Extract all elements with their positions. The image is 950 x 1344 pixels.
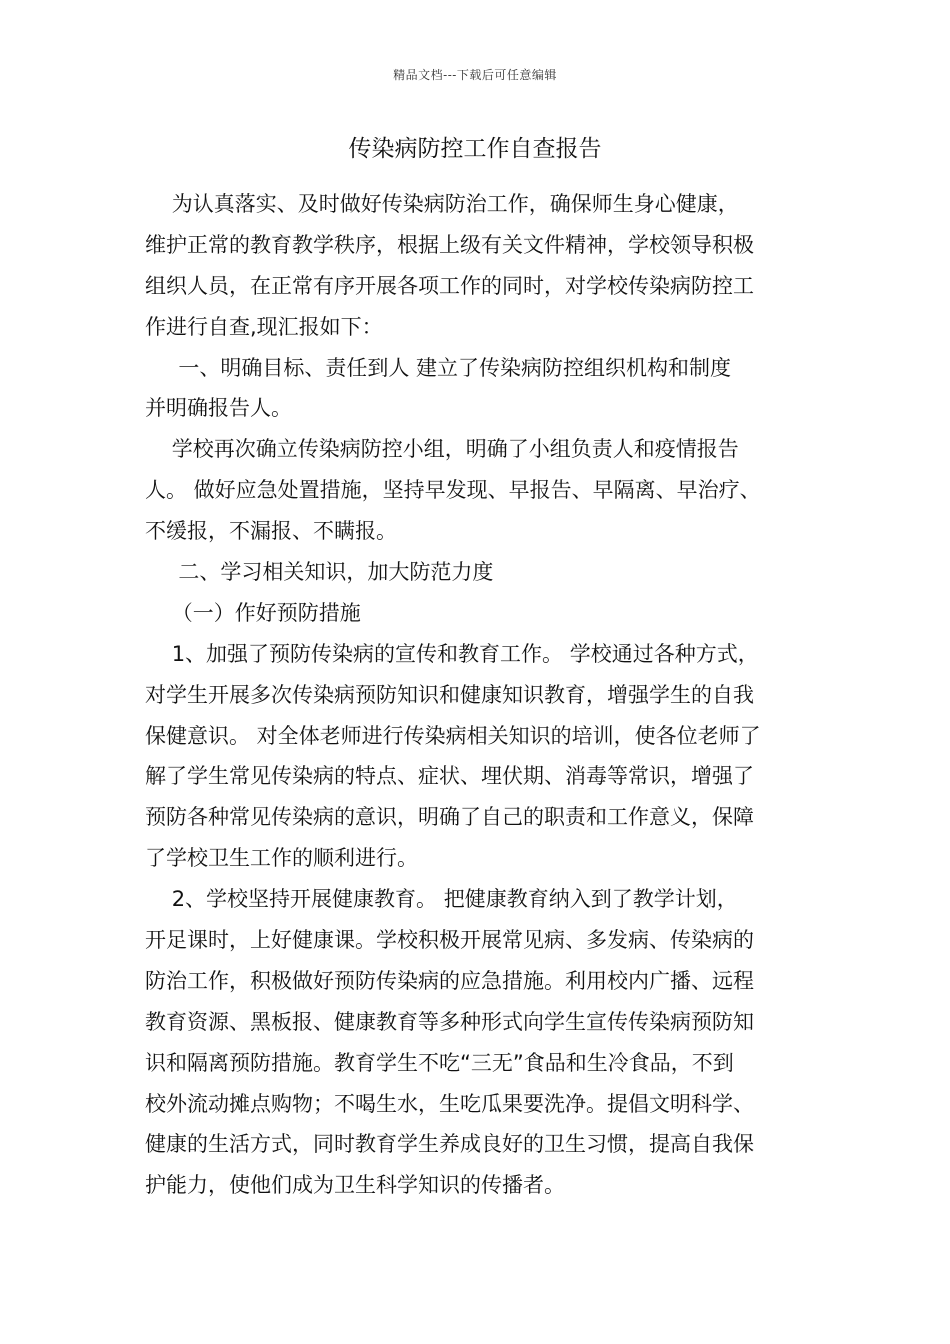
- body-line: 一、明确目标、责任到人 建立了传染病防控组织机构和制度: [145, 355, 732, 380]
- body-line: 学校再次确立传染病防控小组，明确了小组负责人和疫情报告: [145, 437, 739, 462]
- body-line: 并明确报告人。: [145, 396, 292, 421]
- body-line: 教育资源、黑板报、健康教育等多种形式向学生宣传传染病预防知: [145, 1009, 754, 1034]
- body-line: 维护正常的教育教学秩序，根据上级有关文件精神，学校领导积极: [145, 232, 754, 257]
- body-line: 预防各种常见传染病的意识，明确了自己的职责和工作意义，保障: [145, 805, 754, 830]
- body-line: 不缓报，不漏报、不瞒报。: [145, 519, 397, 544]
- body-line: 防治工作，积极做好预防传染病的应急措施。利用校内广播、远程: [145, 968, 754, 993]
- body-line: 2、学校坚持开展健康教育。 把健康教育纳入到了教学计划，: [145, 887, 738, 912]
- body-line: 组织人员，在正常有序开展各项工作的同时，对学校传染病防控工: [145, 273, 754, 298]
- body-line: 作进行自查,现汇报如下：: [145, 314, 383, 339]
- body-line: 为认真落实、及时做好传染病防治工作，确保师生身心健康，: [145, 192, 739, 216]
- body-line: 对学生开展多次传染病预防知识和健康知识教育，增强学生的自我: [145, 682, 754, 707]
- body-line: 识和隔离预防措施。教育学生不吃“三无”食品和生冷食品，不到: [145, 1050, 734, 1075]
- body-line: 二、学习相关知识，加大防范力度: [145, 560, 494, 585]
- page-header-watermark: 精品文档---下载后可任意编辑: [393, 68, 557, 82]
- body-line: 解了学生常见传染病的特点、症状、埋伏期、消毒等常识，增强了: [145, 764, 754, 789]
- body-line: （一）作好预防措施: [145, 600, 361, 625]
- body-line: 健康的生活方式，同时教育学生养成良好的卫生习惯，提高自我保: [145, 1132, 754, 1157]
- document-title: 传染病防控工作自查报告: [348, 136, 602, 162]
- body-line: 1、加强了预防传染病的宣传和教育工作。 学校通过各种方式，: [145, 641, 759, 666]
- body-line: 开足课时，上好健康课。学校积极开展常见病、多发病、传染病的: [145, 928, 754, 953]
- body-line: 保健意识。 对全体老师进行传染病相关知识的培训，使各位老师了: [145, 723, 761, 748]
- body-line: 校外流动摊点购物；不喝生水，生吃瓜果要洗净。提倡文明科学、: [145, 1091, 754, 1116]
- body-line: 护能力，使他们成为卫生科学知识的传播者。: [145, 1173, 565, 1198]
- body-line: 了学校卫生工作的顺利进行。: [145, 846, 418, 871]
- body-line: 人。 做好应急处置措施，坚持早发现、早报告、早隔离、早治疗、: [145, 478, 761, 503]
- document-body: [145, 184, 825, 1206]
